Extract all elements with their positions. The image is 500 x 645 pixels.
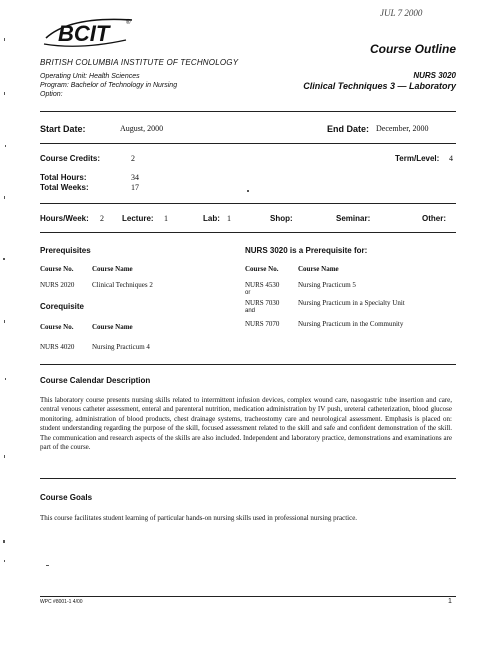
course-credits-value: 2 (131, 154, 135, 163)
operating-unit: Operating Unit: Health Sciences (40, 73, 140, 80)
prereq-for-course-name: Nursing Practicum in the Community (298, 320, 404, 328)
course-title: Clinical Techniques 3 — Laboratory (303, 81, 456, 91)
goals-text: This course facilitates student learning of particular hands-on nursing skills used in professional nursing practice. (40, 514, 358, 522)
doc-title: Course Outline (369, 42, 456, 56)
term-level-value: 4 (449, 154, 453, 163)
svg-text:®: ® (126, 20, 131, 26)
prerequisites-heading: Prerequisites (40, 246, 91, 255)
total-hours-label: Total Hours: (40, 173, 87, 182)
goals-heading: Course Goals (40, 493, 93, 502)
page-number: 1 (448, 598, 452, 605)
prereq-course-no: NURS 2020 (40, 281, 75, 289)
end-date-value: December, 2000 (376, 124, 429, 133)
prereq-for-joiner: and (245, 308, 256, 314)
rule (40, 203, 456, 204)
prereq-for-joiner: or (245, 290, 251, 296)
coreq-course-name: Nursing Practicum 4 (92, 343, 150, 351)
bcit-logo (40, 10, 140, 50)
prereq-for-heading: NURS 3020 is a Prerequisite for: (245, 246, 368, 255)
other-label: Other: (422, 214, 446, 223)
prereq-for-course-name: Nursing Practicum in a Specialty Unit (298, 299, 405, 307)
course-credits-label: Course Credits: (40, 154, 101, 163)
prereq-for-course-name: Nursing Practicum 5 (298, 281, 356, 289)
institute-name: BRITISH COLUMBIA INSTITUTE OF TECHNOLOGY (40, 58, 239, 67)
lecture-label: Lecture: (122, 214, 154, 223)
prereq-for-col-no: Course No. (245, 265, 279, 273)
prereq-for-course-no: NURS 7070 (245, 320, 280, 328)
form-number: WPC #8001-1 4/00 (40, 599, 83, 605)
coreq-col-no: Course No. (40, 323, 74, 331)
hours-week-value: 2 (100, 214, 104, 223)
prereq-for-col-name: Course Name (298, 265, 339, 273)
coreq-col-name: Course Name (92, 323, 133, 331)
rule (40, 478, 456, 479)
rule (40, 596, 456, 597)
rule (40, 143, 456, 144)
rule (40, 364, 456, 365)
prereq-col-name: Course Name (92, 265, 133, 273)
lecture-value: 1 (164, 214, 168, 223)
coreq-course-no: NURS 4020 (40, 343, 75, 351)
rule (40, 111, 456, 112)
svg-text:BCIT: BCIT (58, 21, 110, 46)
program: Program: Bachelor of Technology in Nursing (40, 82, 178, 89)
course-code: NURS 3020 (413, 71, 456, 80)
handwritten-note: JUL 7 2000 (380, 8, 423, 18)
lab-label: Lab: (203, 214, 220, 223)
prereq-col-no: Course No. (40, 265, 74, 273)
calendar-heading: Course Calendar Description (40, 376, 151, 385)
start-date-value: August, 2000 (120, 124, 164, 133)
end-date-label: End Date: (327, 124, 370, 134)
start-date-label: Start Date: (40, 124, 86, 134)
calendar-description: This laboratory course presents nursing skills related to intermittent infusion devices, complex wound care, nasogastric tube insertion and care, central venous catheter assessment, enteral and parenteral nutrition, medication administration by IV push, ureteral catheterization, blood glucose monitoring, administration of blood products, chest drainage systems, tracheostomy care and neurological assessment. Emphasis is placed on: student understanding regarding the purpose of the skill, focused assessment related to the skill and safe and confident demonstration of the skill. The communication and research aspects of the skills are also included. Independent and laboratory practice, demonstrations and examinations are part of the course. (40, 396, 452, 452)
term-level-label: Term/Level: (395, 154, 440, 163)
prereq-for-course-no: NURS 4530 (245, 281, 280, 289)
lab-value: 1 (227, 214, 231, 223)
hours-week-label: Hours/Week: (40, 214, 89, 223)
total-weeks-value: 17 (131, 183, 139, 192)
rule (40, 232, 456, 233)
total-weeks-label: Total Weeks: (40, 183, 89, 192)
shop-label: Shop: (270, 214, 293, 223)
corequisite-heading: Corequisite (40, 302, 85, 311)
prereq-course-name: Clinical Techniques 2 (92, 281, 153, 289)
prereq-for-course-no: NURS 7030 (245, 299, 280, 307)
seminar-label: Seminar: (336, 214, 371, 223)
option: Option: (40, 91, 63, 98)
total-hours-value: 34 (131, 173, 139, 182)
